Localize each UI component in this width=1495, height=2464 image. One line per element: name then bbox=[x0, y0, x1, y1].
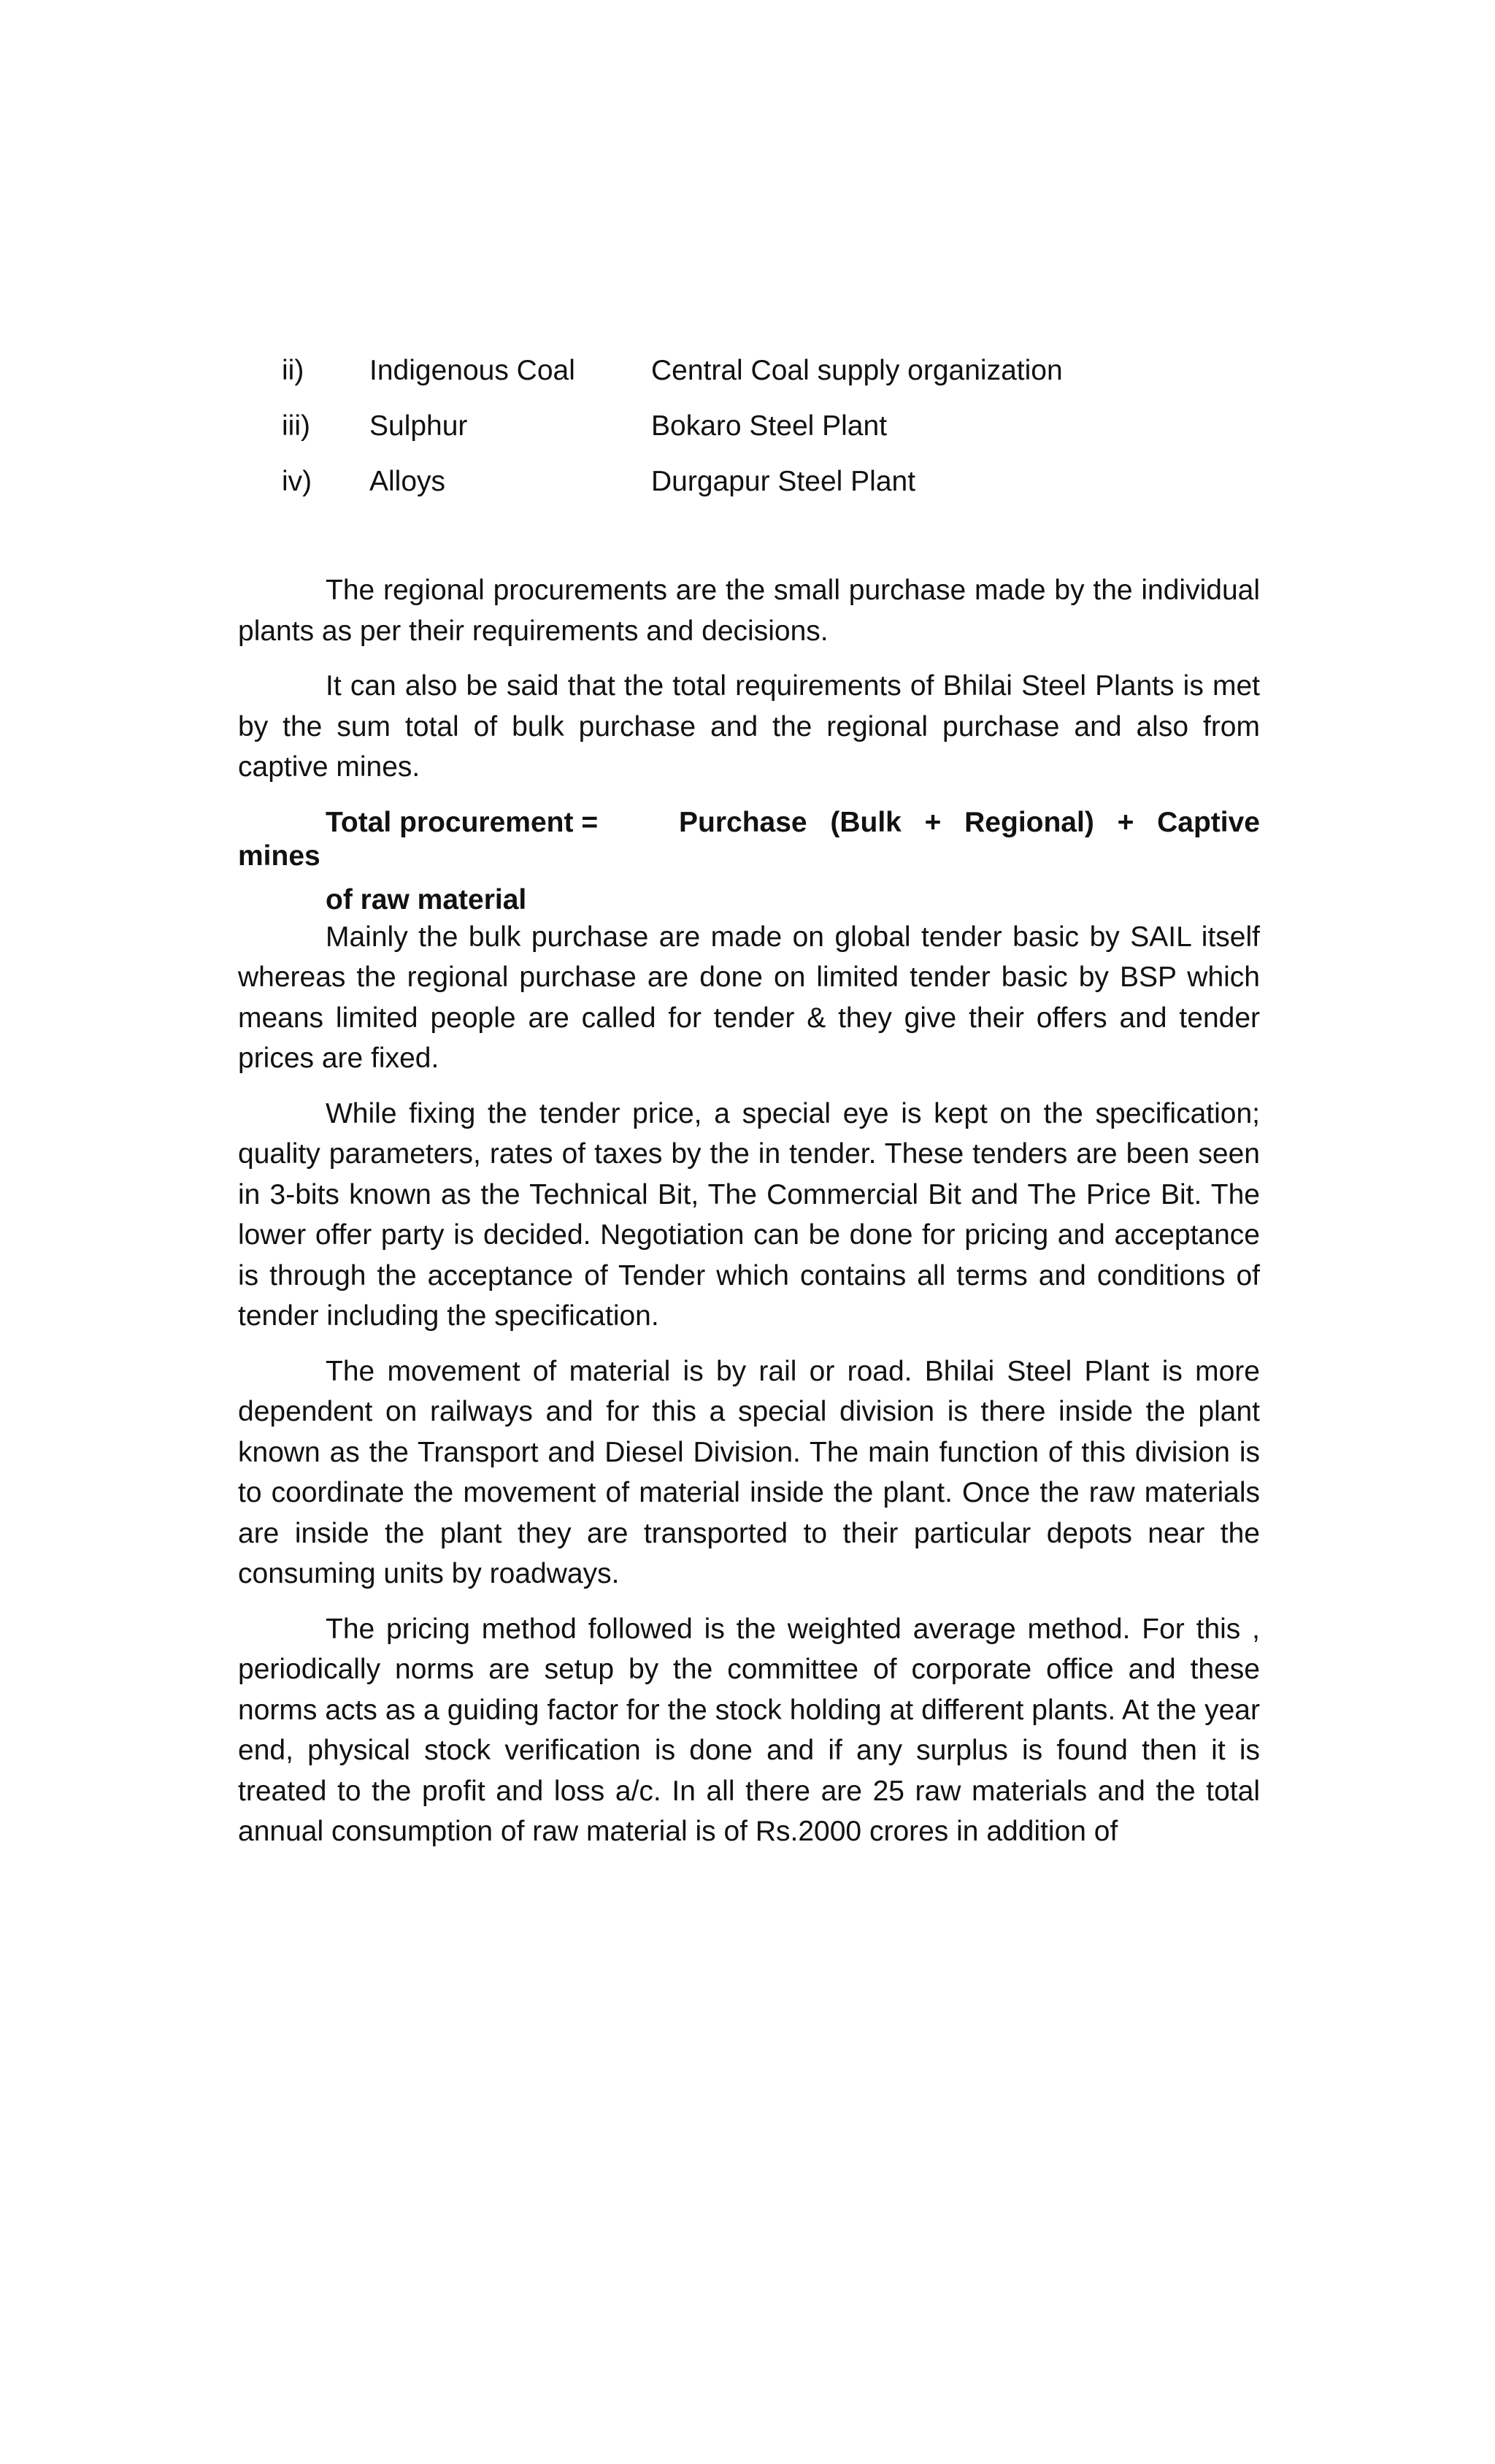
formula-wrap-word: mines bbox=[238, 840, 320, 872]
formula-subtext: of raw material bbox=[326, 883, 527, 916]
procurement-formula bbox=[238, 802, 1260, 883]
paragraph-pricing-method: The pricing method followed is the weighted average method. For this , periodically norms are setup by the committee of corporate office and these norms acts as a guiding factor for the stock holding at different plants. At the year end, physical stock verification is done and if any surplus is found then it is treated to the profit and loss a/c. In all there are 25 raw materials and the total annual consumption of raw material is of Rs.2000 crores in addition of bbox=[238, 1613, 1260, 1847]
list-item bbox=[282, 460, 1304, 515]
list-item bbox=[282, 349, 1304, 404]
raw-material-source-list bbox=[282, 349, 1304, 515]
formula-term: Purchase bbox=[679, 806, 807, 838]
material-source: Durgapur Steel Plant bbox=[651, 466, 916, 497]
material-name: Alloys bbox=[369, 466, 446, 497]
paragraph-total-requirements: It can also be said that the total requirements of Bhilai Steel Plants is met by the sum total of bulk purchase and the regional purchase and also from captive mines. bbox=[238, 670, 1260, 783]
list-number: iii) bbox=[282, 410, 310, 442]
formula-expression bbox=[679, 802, 1260, 843]
formula-term: (Bulk bbox=[830, 806, 902, 838]
body-text bbox=[238, 570, 1260, 1867]
list-number: ii) bbox=[282, 355, 304, 386]
material-source: Central Coal supply organization bbox=[651, 355, 1063, 386]
formula-term: Captive bbox=[1157, 806, 1260, 838]
paragraph-bulk-purchase: Mainly the bulk purchase are made on global tender basic by SAIL itself whereas the regional purchase are done on limited tender basic by BSP which means limited people are called for tender & they give their offers and tender prices are fixed. bbox=[238, 921, 1260, 1074]
material-source: Bokaro Steel Plant bbox=[651, 410, 888, 442]
list-number: iv) bbox=[282, 466, 312, 497]
list-item bbox=[282, 404, 1304, 460]
formula-term: + bbox=[924, 806, 942, 838]
paragraph-regional-procurement: The regional procurements are the small purchase made by the individual plants as per their requirements and decisions. bbox=[238, 575, 1260, 647]
material-name: Sulphur bbox=[369, 410, 468, 442]
formula-term: Regional) bbox=[964, 806, 1094, 838]
material-name: Indigenous Coal bbox=[369, 355, 575, 386]
paragraph-material-movement: The movement of material is by rail or road. Bhilai Steel Plant is more dependent on railways and for this a special division is there inside the plant known as the Transport and Diesel Division. The main function of this division is to coordinate the movement of material inside the plant. Once the raw materials are inside the plant they are transported to their particular depots near the consuming units by roadways. bbox=[238, 1355, 1260, 1589]
formula-label: Total procurement = bbox=[326, 806, 599, 838]
paragraph-tender-price: While fixing the tender price, a special eye is kept on the specification; quality parameters, rates of taxes by the in tender. These tenders are been seen in 3-bits known as the Technical Bit, The Commercial Bit and The Price Bit. The lower offer party is decided. Negotiation can be done for pricing and acceptance is through the acceptance of Tender which contains all terms and conditions of tender including the specification. bbox=[238, 1097, 1260, 1332]
formula-term: + bbox=[1117, 806, 1134, 838]
